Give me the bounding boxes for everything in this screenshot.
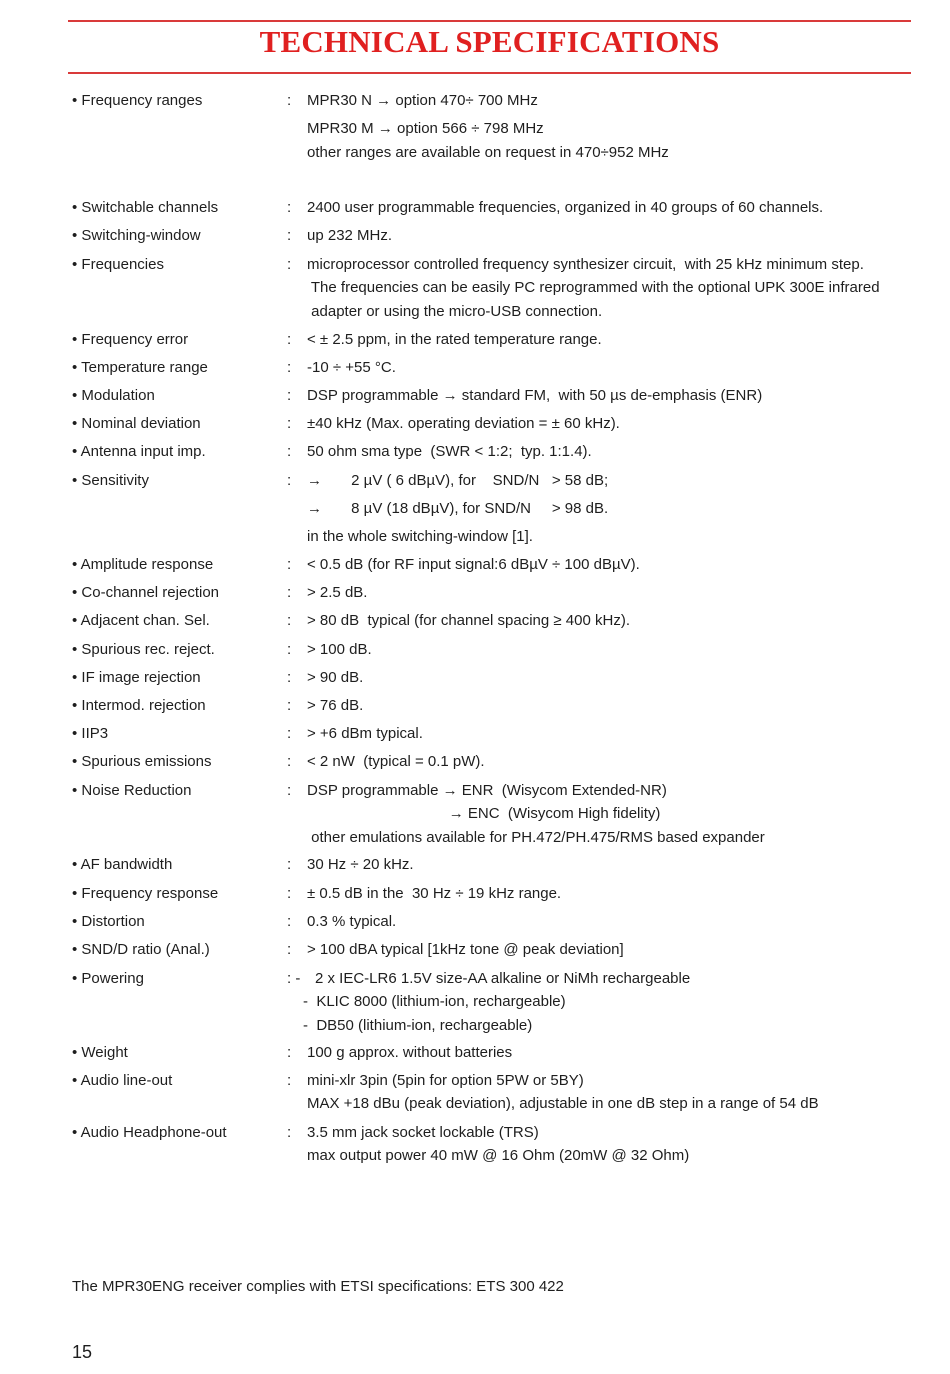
spec-value-line: 50 ohm sma type (SWR < 1:2; typ. 1:1.4). bbox=[307, 443, 592, 460]
spec-value-line: < 2 nW (typical = 0.1 pW). bbox=[307, 753, 485, 770]
spec-label: • Temperature range bbox=[72, 359, 208, 376]
spec-label: • Amplitude response bbox=[72, 556, 214, 573]
spec-separator: : bbox=[287, 941, 292, 958]
spec-value-line: 2 x IEC-LR6 1.5V size-AA alkaline or NiMh rechargeable bbox=[315, 970, 691, 987]
spec-label: • Switching-window bbox=[72, 227, 201, 244]
spec-value-line: - KLIC 8000 (lithium-ion, rechargeable) bbox=[303, 993, 566, 1010]
compliance-note: The MPR30ENG receiver complies with ETSI specifications: ETS 300 422 bbox=[72, 1278, 564, 1295]
spec-value-line: - DB50 (lithium-ion, rechargeable) bbox=[303, 1017, 533, 1034]
spec-separator: : bbox=[287, 227, 292, 244]
spec-label: • Weight bbox=[72, 1044, 128, 1061]
spec-label: • Co-channel rejection bbox=[72, 584, 219, 601]
spec-label: • Noise Reduction bbox=[72, 782, 192, 799]
spec-label: • Spurious emissions bbox=[72, 753, 212, 770]
spec-separator: : bbox=[287, 387, 292, 404]
spec-value-line: MPR30 M → option 566 ÷ 798 MHz bbox=[307, 120, 544, 137]
spec-separator: : bbox=[287, 782, 292, 799]
spec-value-line: microprocessor controlled frequency synthesizer circuit, with 25 kHz minimum step. bbox=[307, 256, 864, 273]
spec-value-line: > 76 dB. bbox=[307, 697, 364, 714]
spec-value-line: 3.5 mm jack socket lockable (TRS) bbox=[307, 1124, 539, 1141]
spec-label: • AF bandwidth bbox=[72, 856, 173, 873]
spec-label: • IF image rejection bbox=[72, 669, 201, 686]
spec-separator: : bbox=[287, 856, 292, 873]
spec-value-line: 30 Hz ÷ 20 kHz. bbox=[307, 856, 414, 873]
spec-separator: : bbox=[287, 256, 292, 273]
page-number: 15 bbox=[72, 1342, 93, 1362]
spec-separator: : bbox=[287, 913, 292, 930]
spec-separator: : bbox=[287, 359, 292, 376]
spec-value-line: max output power 40 mW @ 16 Ohm (20mW @ 32 Ohm) bbox=[307, 1147, 690, 1164]
spec-label: • Frequencies bbox=[72, 256, 164, 273]
spec-value-line: adapter or using the micro-USB connection. bbox=[307, 303, 603, 320]
spec-value-line: mini-xlr 3pin (5pin for option 5PW or 5BY) bbox=[307, 1072, 584, 1089]
spec-label: • Spurious rec. reject. bbox=[72, 641, 215, 658]
spec-separator: : bbox=[287, 641, 292, 658]
spec-separator: : bbox=[287, 669, 292, 686]
bottom-rule bbox=[68, 72, 911, 74]
spec-label: • Frequency ranges bbox=[72, 92, 203, 109]
spec-label: • Audio line-out bbox=[72, 1072, 173, 1089]
spec-value-line: in the whole switching-window [1]. bbox=[307, 528, 533, 545]
spec-separator: : bbox=[287, 1072, 292, 1089]
spec-label: • Audio Headphone-out bbox=[72, 1124, 227, 1141]
spec-value-line: ± 0.5 dB in the 30 Hz ÷ 19 kHz range. bbox=[307, 885, 562, 902]
spec-value-line: > 100 dBA typical [1kHz tone @ peak deviation] bbox=[307, 941, 624, 958]
spec-separator: : bbox=[287, 584, 292, 601]
spec-separator: : bbox=[287, 443, 292, 460]
spec-separator: : bbox=[287, 415, 292, 432]
spec-value-line: > 100 dB. bbox=[307, 641, 372, 658]
spec-value-line: 0.3 % typical. bbox=[307, 913, 397, 930]
spec-value-line: > 90 dB. bbox=[307, 669, 364, 686]
spec-label: • Modulation bbox=[72, 387, 155, 404]
spec-value-line: up 232 MHz. bbox=[307, 227, 393, 244]
spec-value-line: > 80 dB typical (for channel spacing ≥ 400 kHz). bbox=[307, 612, 630, 629]
spec-separator: : bbox=[287, 556, 292, 573]
spec-separator: : bbox=[287, 885, 292, 902]
spec-separator: : bbox=[287, 697, 292, 714]
spec-label: • Frequency error bbox=[72, 331, 189, 348]
spec-value-line: > +6 dBm typical. bbox=[307, 725, 423, 742]
spec-label: • IIP3 bbox=[72, 725, 109, 742]
spec-separator: : bbox=[287, 612, 292, 629]
page-title: TECHNICAL SPECIFICATIONS bbox=[259, 24, 720, 59]
top-rule bbox=[68, 20, 911, 22]
spec-value-line: other ranges are available on request in 470÷952 MHz bbox=[307, 144, 669, 161]
spec-value-line: > 2.5 dB. bbox=[307, 584, 368, 601]
spec-value-line: other emulations available for PH.472/PH.475/RMS based expander bbox=[307, 829, 765, 846]
spec-separator: : bbox=[287, 725, 292, 742]
spec-separator: : bbox=[287, 1044, 292, 1061]
spec-label: • Intermod. rejection bbox=[72, 697, 206, 714]
spec-separator: : bbox=[287, 472, 292, 489]
spec-value-line: → 2 µV ( 6 dBµV), for SND/N > 58 dB; bbox=[307, 472, 609, 489]
spec-separator: : bbox=[287, 199, 292, 216]
spec-label: • Distortion bbox=[72, 913, 145, 930]
spec-separator: : bbox=[287, 1124, 292, 1141]
spec-label: • Adjacent chan. Sel. bbox=[72, 612, 210, 629]
spec-label: • Powering bbox=[72, 970, 144, 987]
spec-label: • Frequency response bbox=[72, 885, 219, 902]
spec-value-line: ±40 kHz (Max. operating deviation = ± 60 kHz). bbox=[307, 415, 620, 432]
spec-separator: : - bbox=[287, 970, 301, 987]
spec-value-line: 2400 user programmable frequencies, organized in 40 groups of 60 channels. bbox=[307, 199, 824, 216]
spec-label: • Nominal deviation bbox=[72, 415, 201, 432]
spec-value-line: The frequencies can be easily PC reprogrammed with the optional UPK 300E infrared bbox=[307, 279, 880, 296]
spec-value-line: < 0.5 dB (for RF input signal:6 dBµV ÷ 100 dBµV). bbox=[307, 556, 640, 573]
spec-value-line: DSP programmable → standard FM, with 50 µs de-emphasis (ENR) bbox=[307, 387, 763, 404]
spec-label: • SND/D ratio (Anal.) bbox=[72, 941, 210, 958]
spec-value-line: DSP programmable → ENR (Wisycom Extended-NR) bbox=[307, 782, 667, 799]
spec-value-line: < ± 2.5 ppm, in the rated temperature range. bbox=[307, 331, 602, 348]
spec-label: • Switchable channels bbox=[72, 199, 219, 216]
spec-value-line: → ENC (Wisycom High fidelity) bbox=[307, 805, 661, 822]
spec-label: • Sensitivity bbox=[72, 472, 149, 489]
spec-separator: : bbox=[287, 753, 292, 770]
spec-label: • Antenna input imp. bbox=[72, 443, 206, 460]
spec-value-line: MAX +18 dBu (peak deviation), adjustable in one dB step in a range of 54 dB bbox=[307, 1095, 819, 1112]
spec-value-line: MPR30 N → option 470÷ 700 MHz bbox=[307, 92, 538, 109]
spec-separator: : bbox=[287, 331, 292, 348]
spec-separator: : bbox=[287, 92, 292, 109]
spec-value-line: 100 g approx. without batteries bbox=[307, 1044, 513, 1061]
spec-value-line: → 8 µV (18 dBµV), for SND/N > 98 dB. bbox=[307, 500, 609, 517]
spec-value-line: -10 ÷ +55 °C. bbox=[307, 359, 396, 376]
